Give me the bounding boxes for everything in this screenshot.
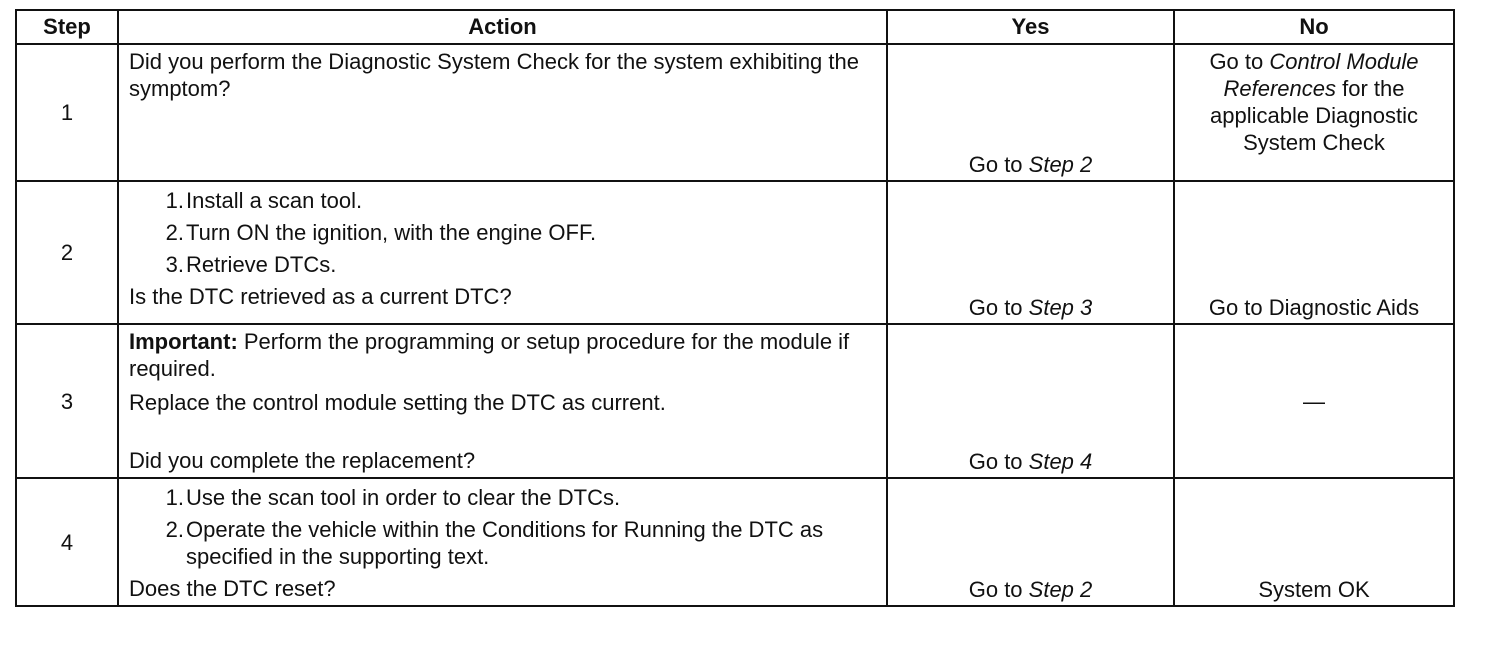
table-row-step-3 (16, 324, 1454, 478)
table-row-step-4 (16, 478, 1454, 606)
no-cell (1174, 44, 1454, 181)
action-cell (118, 478, 887, 606)
list-item-text: Turn ON the ignition, with the engine OFF. (186, 220, 597, 245)
no-reference-link[interactable]: Control Module References (1223, 49, 1419, 101)
yes-cell (887, 324, 1174, 478)
list-item-text: Install a scan tool. (186, 188, 363, 213)
list-item-number: 2. (165, 517, 184, 542)
header-action: Action (118, 10, 887, 44)
header-yes: Yes (887, 10, 1174, 44)
yes-cell (887, 44, 1174, 181)
no-suffix: for the applicable Diagnostic System Check (1210, 76, 1418, 155)
list-item-number: 1. (165, 188, 184, 213)
list-item-text: Use the scan tool in order to clear the DTCs. (186, 485, 621, 510)
yes-cell (887, 181, 1174, 324)
list-item-text: Retrieve DTCs. (186, 252, 337, 277)
list-item-number: 3. (165, 252, 184, 277)
no-dash: — (1303, 388, 1325, 414)
yes-prefix: Go to (968, 449, 1029, 474)
diagnostic-table (15, 9, 1455, 607)
no-cell (1174, 181, 1454, 324)
important-label: Important: (129, 329, 238, 354)
list-item (129, 251, 876, 278)
yes-step-link[interactable]: Step 2 (1028, 577, 1093, 602)
list-item (129, 187, 876, 214)
step-number: 4 (16, 478, 118, 606)
table-row-step-2 (16, 181, 1454, 324)
list-item (129, 516, 876, 570)
action-question: Is the DTC retrieved as a current DTC? (129, 284, 512, 309)
action-text: Did you perform the Diagnostic System Check for the system exhibiting the symptom? (129, 49, 859, 101)
important-text: Perform the programming or setup procedure for the module if required. (129, 329, 850, 381)
action-question: Did you complete the replacement? (129, 448, 476, 473)
yes-prefix: Go to (968, 577, 1029, 602)
yes-step-link[interactable]: Step 4 (1028, 449, 1093, 474)
no-cell (1174, 478, 1454, 606)
no-cell (1174, 324, 1454, 478)
no-text: System OK (1258, 577, 1370, 602)
no-prefix: Go to (1209, 49, 1270, 74)
yes-cell (887, 478, 1174, 606)
action-cell (118, 324, 887, 478)
yes-prefix: Go to (968, 152, 1029, 177)
list-item-number: 1. (165, 485, 184, 510)
step-number: 1 (16, 44, 118, 181)
list-item-number: 2. (165, 220, 184, 245)
no-text[interactable]: Go to Diagnostic Aids (1208, 295, 1420, 320)
header-step: Step (16, 10, 118, 44)
header-row (16, 10, 1454, 44)
table-row-step-1 (16, 44, 1454, 181)
list-item (129, 484, 876, 511)
list-item (129, 219, 876, 246)
action-text: Replace the control module setting the DTC as current. (129, 390, 666, 415)
yes-step-link[interactable]: Step 2 (1028, 152, 1093, 177)
header-no: No (1174, 10, 1454, 44)
step-number: 2 (16, 181, 118, 324)
yes-step-link[interactable]: Step 3 (1028, 295, 1093, 320)
important-note (129, 328, 876, 382)
action-cell (118, 181, 887, 324)
list-item-text: Operate the vehicle within the Conditions for Running the DTC as specified in the supporting text. (186, 517, 824, 569)
action-cell (118, 44, 887, 181)
yes-prefix: Go to (968, 295, 1029, 320)
action-question: Does the DTC reset? (129, 576, 336, 601)
step-number: 3 (16, 324, 118, 478)
